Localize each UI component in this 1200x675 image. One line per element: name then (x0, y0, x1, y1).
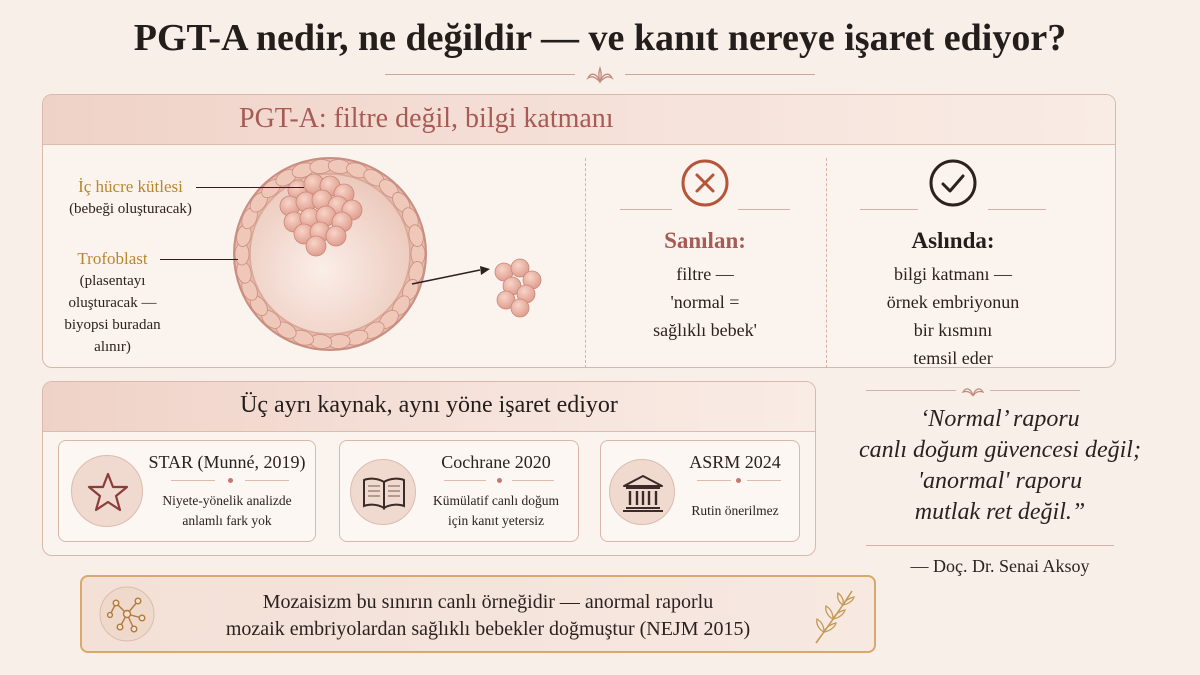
source-title: Cochrane 2020 (441, 452, 551, 472)
card-rule (245, 480, 289, 481)
quote-rule-left (866, 390, 956, 391)
inner-cell-mass-title: İç hücre kütlesi (78, 177, 183, 196)
myth-body: filtre — 'normal = sağlıklı bebek' (653, 264, 757, 340)
source-text: Niyete-yönelik analizde anlamlı fark yok (162, 493, 292, 528)
card-rule (512, 480, 554, 481)
book-icon-badge (350, 459, 416, 525)
fact-rule-left (860, 209, 918, 210)
source-card-star (58, 440, 316, 542)
inner-cell-mass-desc: (bebeği oluşturacak) (69, 201, 192, 217)
source-card-institution (600, 440, 800, 542)
title-divider-left (385, 74, 575, 75)
fact-body: bilgi katmanı — örnek embriyonun bir kısmını temsil eder (886, 264, 1020, 368)
source-text: Kümülatif canlı doğum için kanıt yetersiz (433, 493, 559, 528)
trophoblast-label (50, 248, 175, 358)
card-dot (228, 478, 233, 483)
card-rule (697, 480, 731, 481)
quote-author: — Doç. Dr. Senai Aksoy (910, 556, 1090, 576)
quote-rule-right (990, 390, 1080, 391)
page-title: PGT-A nedir, ne değildir — ve kanıt nereye işaret ediyor? (133, 17, 1067, 59)
inner-cell-mass-pointer (196, 187, 304, 188)
branch-ornament-icon (808, 585, 860, 647)
inner-mass-cell (306, 236, 326, 256)
institution-icon (610, 460, 676, 526)
divider-2 (826, 158, 827, 368)
myth-rule-right (738, 209, 790, 210)
quote-divider (866, 545, 1114, 546)
quote-text: ‘Normal’ raporu canlı doğum güvencesi değil; 'anormal' raporu mutlak ret değil.” (859, 406, 1141, 525)
sources-header (43, 382, 815, 432)
sources-title: Üç ayrı kaynak, aynı yöne işaret ediyor (240, 392, 618, 418)
institution-icon-badge (609, 459, 675, 525)
divider-1 (585, 158, 586, 368)
leaf-ornament-icon (585, 64, 615, 86)
myth-rule-left (620, 209, 672, 210)
source-title: STAR (Munné, 2019) (148, 452, 306, 472)
x-circle-icon (680, 158, 730, 208)
card-rule (747, 480, 781, 481)
trophoblast-pointer (160, 259, 238, 260)
myth-heading: Sanılan: (664, 228, 746, 253)
inner-cell-mass-label (58, 176, 203, 220)
card-dot (736, 478, 741, 483)
card-rule (444, 480, 486, 481)
trophoblast-desc: (plasentayı oluşturacak — biyopsi buradan alınır) (64, 273, 161, 355)
inner-mass-cell (326, 226, 346, 246)
fact-rule-right (988, 209, 1046, 210)
check-circle-icon (928, 158, 978, 208)
blastocyst-illustration (180, 148, 560, 358)
book-icon (351, 460, 417, 526)
card-dot (497, 478, 502, 483)
card-rule (171, 480, 215, 481)
source-title: ASRM 2024 (689, 452, 781, 472)
star-icon (72, 456, 144, 528)
source-text: Rutin önerilmez (691, 503, 779, 518)
biopsy-cell (511, 299, 529, 317)
fact-heading: Aslında: (911, 228, 995, 253)
source-card-book (339, 440, 579, 542)
quote-ornament-icon (961, 381, 985, 399)
network-icon (98, 585, 156, 643)
mosaicism-callout (80, 575, 876, 653)
trophoblast-title: Trofoblast (77, 249, 148, 268)
panel-title: PGT-A: filtre değil, bilgi katmanı (239, 103, 614, 134)
title-divider-right (625, 74, 815, 75)
star-icon-badge (71, 455, 143, 527)
mosaicism-text: Mozaisizm bu sınırın canlı örneğidir — anormal raporlu mozaik embriyolardan sağlıklı bebekler doğmuştur (NEJM 2015) (225, 591, 751, 640)
panel-header (43, 95, 1115, 145)
